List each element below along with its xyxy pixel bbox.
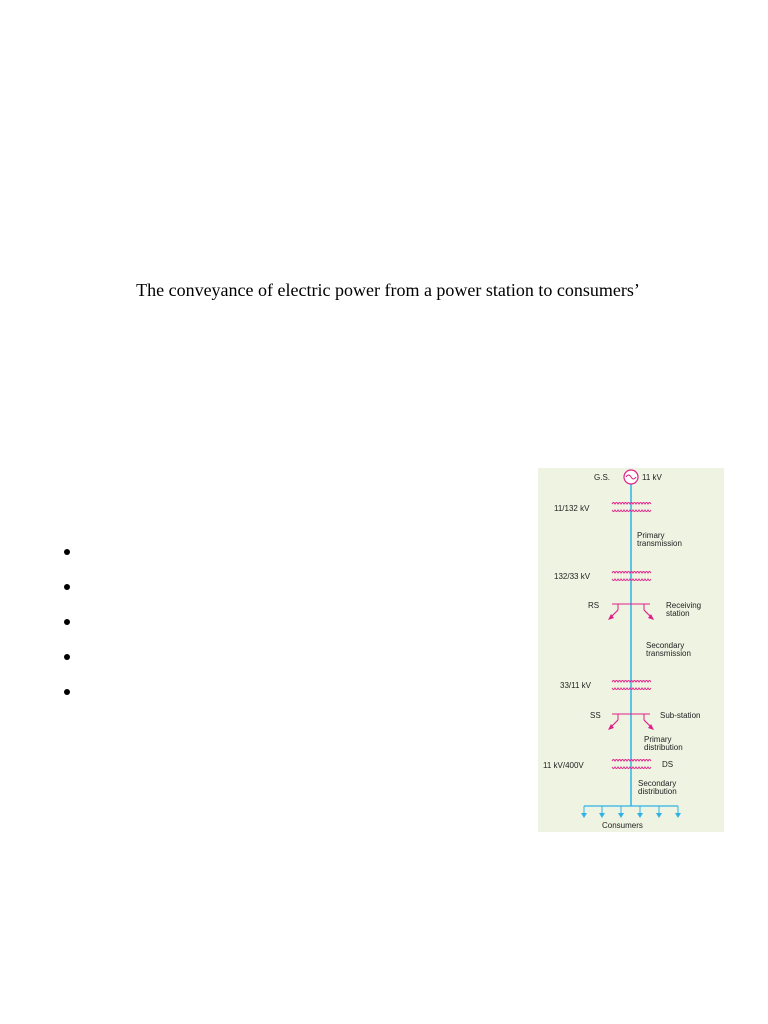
receiving-station-label: Receiving <box>666 601 702 610</box>
bullet-list <box>62 540 182 715</box>
bullet-item <box>62 680 182 715</box>
secondary-distribution-label: distribution <box>638 787 677 796</box>
bullet-item <box>62 610 182 645</box>
transformer-1-label: 11/132 kV <box>554 504 590 513</box>
consumers-label: Consumers <box>602 821 643 830</box>
bullet-dot-icon <box>64 689 70 695</box>
gs-label: G.S. <box>594 473 611 482</box>
receiving-station-label: station <box>666 609 690 618</box>
gs-voltage-label: 11 kV <box>642 473 662 482</box>
rs-label: RS <box>588 601 600 610</box>
bullet-dot-icon <box>64 654 70 660</box>
primary-distribution-label: Primary <box>644 735 672 744</box>
diagram-svg <box>538 468 724 832</box>
substation-label: Sub-station <box>660 711 701 720</box>
secondary-transmission-label: Secondary <box>646 641 685 650</box>
bullet-item <box>62 575 182 610</box>
bullet-dot-icon <box>64 584 70 590</box>
bullet-dot-icon <box>64 549 70 555</box>
bullet-item <box>62 645 182 680</box>
secondary-distribution-label: Secondary <box>638 779 677 788</box>
transformer-4-label: 11 kV/400V <box>543 761 584 770</box>
primary-transmission-label: Primary <box>637 531 665 540</box>
ds-label: DS <box>662 760 674 769</box>
power-system-diagram <box>538 468 724 832</box>
ss-label: SS <box>590 711 601 720</box>
primary-transmission-label: transmission <box>637 539 682 548</box>
page-heading: The conveyance of electric power from a power station to consumers’ <box>136 280 640 300</box>
transformer-3-label: 33/11 kV <box>560 681 591 690</box>
primary-distribution-label: distribution <box>644 743 683 752</box>
secondary-transmission-label: transmission <box>646 649 691 658</box>
bullet-item <box>62 540 182 575</box>
bullet-dot-icon <box>64 619 70 625</box>
transformer-2-label: 132/33 kV <box>554 572 591 581</box>
